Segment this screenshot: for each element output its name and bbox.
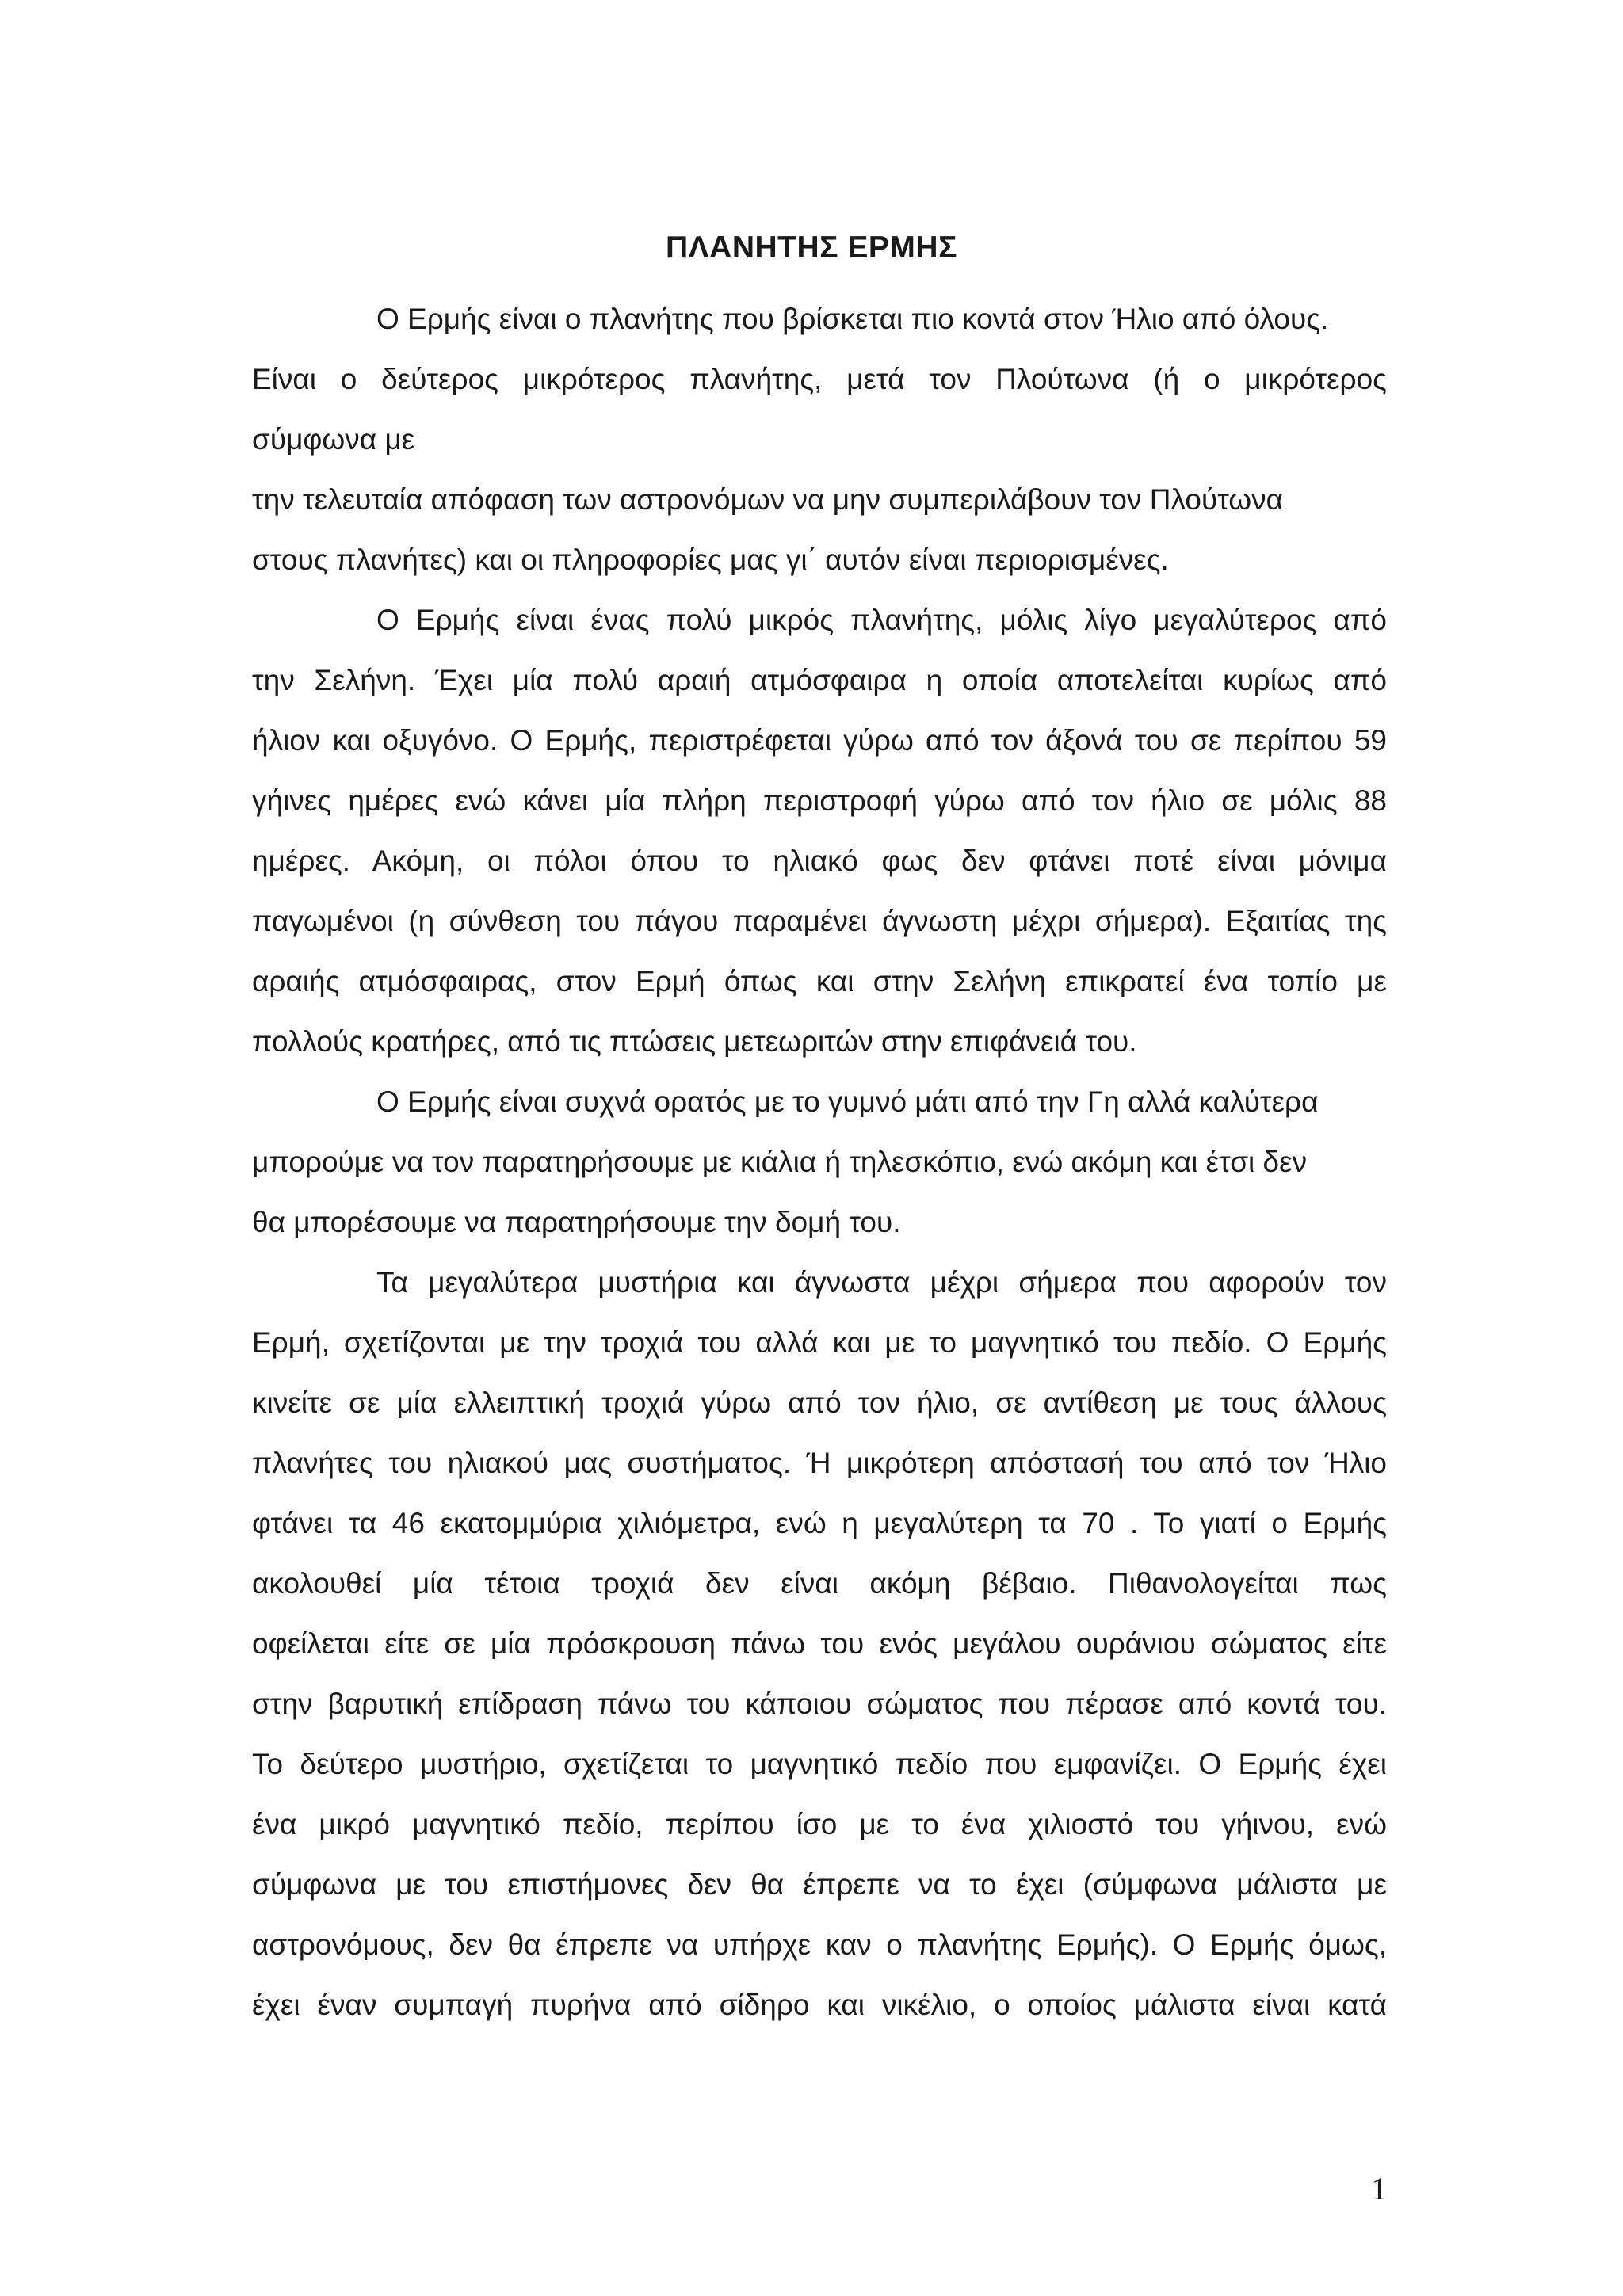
text-line: ήλιον και οξυγόνο. Ο Ερμής, περιστρέφεται γύρω από τον άξονά του σε περίπου 59 — [252, 724, 1387, 757]
text-line: ημέρες. Ακόμη, οι πόλοι όπου το ηλιακό φως δεν φτάνει ποτέ είναι μόνιμα — [252, 845, 1387, 877]
text-line: οφείλεται είτε σε μία πρόσκρουση πάνω του ενός μεγάλου ουράνιου σώματος είτε — [252, 1627, 1387, 1660]
text-line: πολλούς κρατήρες, από τις πτώσεις μετεωριτών στην επιφάνειά του. — [252, 1025, 1137, 1058]
text-line: στους πλανήτες) και οι πληροφορίες μας γι΄ αυτόν είναι περιορισμένες. — [252, 543, 1169, 576]
text-line: φτάνει τα 46 εκατομμύρια χιλιόμετρα, ενώ η μεγαλύτερη τα 70 . Το γιατί ο Ερμής — [252, 1507, 1387, 1539]
text-line: Τα μεγαλύτερα μυστήρια και άγνωστα μέχρι σήμερα που αφορούν τον — [376, 1266, 1387, 1299]
text-line: Είναι ο δεύτερος μικρότερος πλανήτης, μετά τον Πλούτωνα (ή ο μικρότερος — [252, 363, 1387, 395]
text-line: αραιής ατμόσφαιρας, στον Ερμή όπως και στην Σελήνη επικρατεί ένα τοπίο με — [252, 965, 1387, 997]
text-line: σύμφωνα με — [252, 423, 415, 456]
document-title: ΠΛΑΝΗΤΗΣ ΕΡΜΗΣ — [666, 231, 957, 265]
text-line: Το δεύτερο μυστήριο, σχετίζεται το μαγνητικό πεδίο που εμφανίζει. Ο Ερμής έχει — [252, 1748, 1387, 1780]
text-line: Ο Ερμής είναι συχνά ορατός με το γυμνό μάτι από την Γη αλλά καλύτερα — [376, 1085, 1319, 1118]
text-line: την Σελήνη. Έχει μία πολύ αραιή ατμόσφαιρα η οποία αποτελείται κυρίως από — [252, 664, 1387, 696]
text-line: πλανήτες του ηλιακού μας συστήματος. Ή μικρότερη απόστασή του από τον Ήλιο — [252, 1447, 1387, 1479]
text-line: Ερμή, σχετίζονται με την τροχιά του αλλά και με το μαγνητικό του πεδίο. Ο Ερμής — [252, 1326, 1387, 1359]
text-line: σύμφωνα με του επιστήμονες δεν θα έπρεπε να το έχει (σύμφωνα μάλιστα με — [252, 1868, 1387, 1901]
text-line: παγωμένοι (η σύνθεση του πάγου παραμένει άγνωστη μέχρι σήμερα). Εξαιτίας της — [252, 905, 1387, 937]
text-line: ακολουθεί μία τέτοια τροχιά δεν είναι ακόμη βέβαιο. Πιθανολογείται πως — [252, 1567, 1387, 1600]
text-line: κινείτε σε μία ελλειπτική τροχιά γύρω από τον ήλιο, σε αντίθεση με τους άλλους — [252, 1386, 1387, 1419]
text-line: μπορούμε να τον παρατηρήσουμε με κιάλια ή τηλεσκόπιο, ενώ ακόμη και έτσι δεν — [252, 1146, 1308, 1178]
text-line: στην βαρυτική επίδραση πάνω του κάποιου σώματος που πέρασε από κοντά του. — [252, 1688, 1387, 1720]
text-line: έχει έναν συμπαγή πυρήνα από σίδηρο και νικέλιο, ο οποίος μάλιστα είναι κατά — [252, 1989, 1387, 2021]
text-line: γήινες ημέρες ενώ κάνει μία πλήρη περιστροφή γύρω από τον ήλιο σε μόλις 88 — [252, 784, 1387, 817]
text-line: την τελευταία απόφαση των αστρονόμων να μην συμπεριλάβουν τον Πλούτωνα — [252, 483, 1284, 516]
text-line: ένα μικρό μαγνητικό πεδίο, περίπου ίσο με το ένα χιλιοστό του γήινου, ενώ — [252, 1808, 1387, 1840]
text-line: Ο Ερμής είναι ένας πολύ μικρός πλανήτης, μόλις λίγο μεγαλύτερος από — [376, 604, 1387, 636]
text-line: θα μπορέσουμε να παρατηρήσουμε την δομή του. — [252, 1206, 901, 1238]
text-line: Ο Ερμής είναι ο πλανήτης που βρίσκεται πιο κοντά στον Ήλιο από όλους. — [376, 303, 1329, 335]
page-number: 1 — [1371, 2171, 1387, 2206]
text-line: αστρονόμους, δεν θα έπρεπε να υπήρχε καν ο πλανήτης Ερμής). Ο Ερμής όμως, — [252, 1928, 1387, 1961]
